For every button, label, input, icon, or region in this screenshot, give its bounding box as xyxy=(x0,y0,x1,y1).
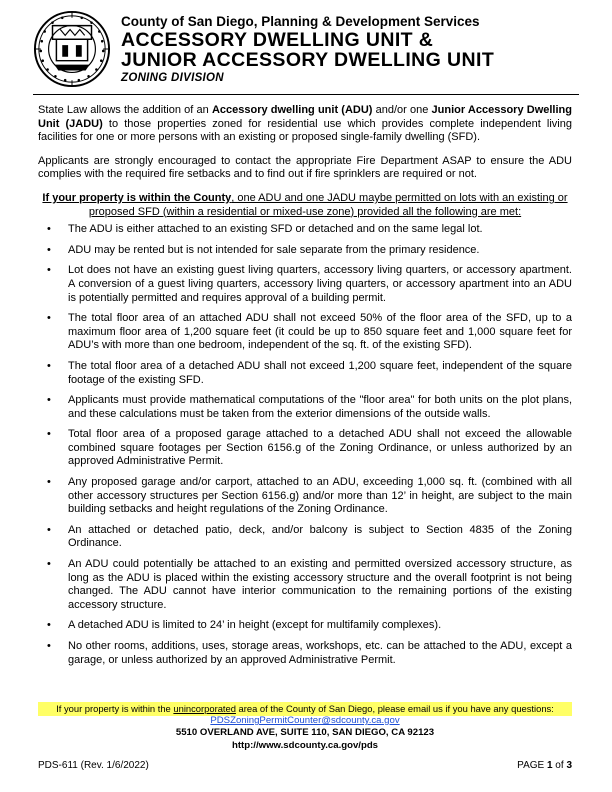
page-number: PAGE 1 of 3 xyxy=(517,760,572,771)
list-item: • An attached or detached patio, deck, and/or balcony is subject to Section 4835 of the Zoning Ordinance. xyxy=(47,523,572,550)
contact-address: 5510 OVERLAND AVE, SUITE 110, SAN DIEGO, CA 92123 xyxy=(175,727,435,738)
requirements-lead: If your property is within the County, one ADU and one JADU maybe permitted on lots with an existing or proposed SFD (within a residential or mixed-use zone) provided all the following are met: xyxy=(42,191,568,218)
document-body xyxy=(38,104,572,674)
header-divider xyxy=(33,94,579,95)
division-name: ZONING DIVISION xyxy=(121,72,224,84)
department-name: County of San Diego, Planning & Development Services xyxy=(121,14,480,29)
list-item: • Applicants must provide mathematical computations of the "floor area" for both units on the plot plans, and these calculations must be taken from the exterior dimensions of the outside walls. xyxy=(47,394,572,420)
bullet-icon: • xyxy=(47,312,51,325)
bullet-icon: • xyxy=(47,223,51,236)
email-link[interactable]: PDSZoningPermitCounter@sdcounty.ca.gov xyxy=(210,715,400,726)
list-item: • Total floor area of a proposed garage attached to a detached ADU shall not exceed the allowable combined square footages per Section 6156.g of the Zoning Ordinance, or unless authorized by an approved Administrative Permit. xyxy=(47,428,572,468)
list-item: • The total floor area of a detached ADU shall not exceed 1,200 square feet, independent of the square footage of the existing SFD. xyxy=(47,359,572,386)
document-title-line1: ACCESSORY DWELLING UNIT & xyxy=(121,29,434,51)
bullet-icon: • xyxy=(47,523,51,536)
form-id: PDS-611 (Rev. 1/6/2022) xyxy=(38,760,149,771)
bullet-icon: • xyxy=(47,619,51,632)
county-seal-logo xyxy=(33,10,111,88)
bullet-icon: • xyxy=(47,558,51,571)
list-item: • The total floor area of an attached ADU shall not exceed 50% of the floor area of the SFD, up to a maximum floor area of 1,200 square feet (it could be up to 850 square feet and 1,000 square feet for ADU’s with more than one bedroom, independent of the sq. ft. of the existing SFD). xyxy=(47,312,572,352)
bullet-icon: • xyxy=(47,428,51,441)
list-item: • Lot does not have an existing guest living quarters, accessory living quarters, or accessory apartment. A conversion of a guest living quarters, accessory living quarters, or accessory apartment into an ADU is potentially permitted and requires approval of a building permit. xyxy=(47,264,572,304)
list-item: • Any proposed garage and/or carport, attached to an ADU, exceeding 1,000 sq. ft. (combined with all other accessory structures per Section 6156.g) and/or more than 12’ in height, are subject to the main building setbacks and height regulations of the Zoning Ordinance. xyxy=(47,476,572,516)
list-item: • The ADU is either attached to an existing SFD or detached and on the same legal lot. xyxy=(47,223,483,236)
fire-department-paragraph: Applicants are strongly encouraged to contact the appropriate Fire Department ASAP to ensure the ADU complies with the required fire setbacks and to find out if fire sprinklers are required or not. xyxy=(38,154,572,181)
document-title-line2: JUNIOR ACCESSORY DWELLING UNIT xyxy=(121,49,495,71)
list-item: • A detached ADU is limited to 24’ in height (except for multifamily complexes). xyxy=(47,619,442,632)
list-item: • ADU may be rented but is not intended for sale separate from the primary residence. xyxy=(47,243,480,256)
list-item: • An ADU could potentially be attached to an existing and permitted oversized accessory structure, as long as the ADU is placed within the existing accessory structure and the overall footprint is not being changed. The ADU cannot have interior communication to the remaining portions of the existing accessory structure. xyxy=(47,558,572,611)
document-header xyxy=(33,10,593,90)
bullet-icon: • xyxy=(47,243,51,256)
bullet-icon: • xyxy=(47,640,51,652)
bullet-icon: • xyxy=(47,359,51,372)
contact-note: If your property is within the unincorporated area of the County of San Diego, please email us if you have any questions: xyxy=(38,702,572,716)
list-item: • No other rooms, additions, uses, storage areas, workshops, etc. can be attached to the ADU, except a garage, or unless authorized by an approved Administrative Permit. xyxy=(47,640,572,666)
bullet-icon: • xyxy=(47,264,51,277)
bullet-icon: • xyxy=(47,394,51,407)
intro-paragraph: State Law allows the addition of an Accessory dwelling unit (ADU) and/or one Junior Accessory Dwelling Unit (JADU) to those properties zoned for residential use which provides complete independent living facilities for one or more persons with an existing or proposed single-family dwelling (SFD). xyxy=(38,104,572,144)
contact-url[interactable]: http://www.sdcounty.ca.gov/pds xyxy=(231,740,379,751)
contact-email xyxy=(38,715,572,727)
bullet-icon: • xyxy=(47,476,51,489)
requirements-list xyxy=(38,223,572,667)
